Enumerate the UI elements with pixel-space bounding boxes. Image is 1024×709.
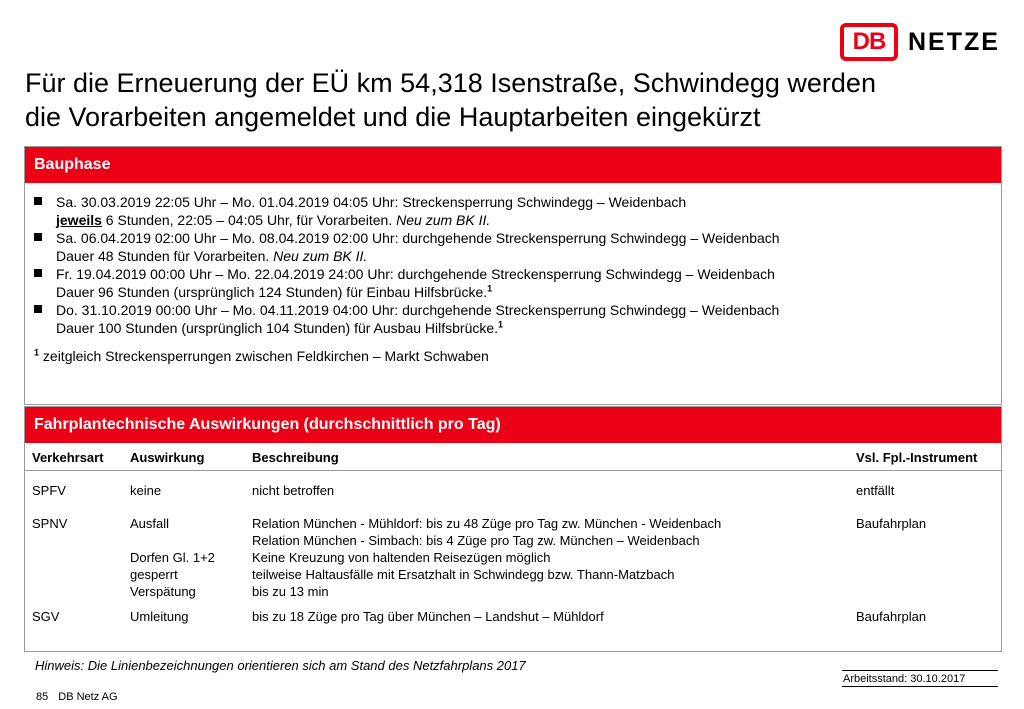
- footnote: $^1$ zeitgleich Streckensperrungen zwischen Feldkirchen – Markt Schwaben: [34, 347, 489, 364]
- header-instrument: Vsl. Fpl.-Instrument: [856, 450, 978, 465]
- footer-company: DB Netz AG: [58, 691, 118, 703]
- list-item: Sa. 06.04.2019 02:00 Uhr – Mo. 08.04.2019 02:00 Uhr: durchgehende Streckensperrung Schwindegg – Weidenbach Dauer 48 Stunden für Vorarbeiten. Neu zum BK II.: [34, 229, 1001, 265]
- table-row: SPNV Ausfall Relation München - Mühldorf: bis zu 48 Züge pro Tag zw. München - Weidenbach Baufahrplan Relation München - Simbach: bis 4 Züge pro Tag zw. München – Weidenbach Dorfen Gl. 1+2 Keine Kreuzung von haltenden Reisezügen möglich gesperrt teilweise Haltausfälle mit Ersatzhalt in Schwindegg bzw. Thann-Matzbach Verspätung bis zu 13 min: [32, 516, 927, 599]
- bullet-square-icon: [34, 305, 42, 313]
- page-title: [25, 66, 1015, 134]
- list-item: Do. 31.10.2019 00:00 Uhr – Mo. 04.11.2019 04:00 Uhr: durchgehende Streckensperrung Schwindegg – Weidenbach Dauer 100 Stunden (ursprünglich 104 Stunden) für Ausbau Hilfsbrücke.$^1$: [34, 301, 1001, 337]
- fahrplan-heading: Fahrplantechnische Auswirkungen (durchschnittlich pro Tag): [25, 407, 1001, 443]
- table-row: SGV Umleitung bis zu 18 Züge pro Tag über München – Landshut – Mühldorf Baufahrplan: [32, 609, 927, 624]
- bauphase-heading: Bauphase: [25, 147, 1001, 183]
- db-netze-logo: [840, 22, 1000, 62]
- header-beschreibung: Beschreibung: [252, 450, 339, 465]
- header-verkehrsart: Verkehrsart: [32, 450, 104, 465]
- bullet-square-icon: [34, 197, 42, 205]
- title-line-1: Für die Erneuerung der EÜ km 54,318 Isenstraße, Schwindegg werden: [25, 68, 876, 98]
- list-item: Fr. 19.04.2019 00:00 Uhr – Mo. 22.04.2019 24:00 Uhr: durchgehende Streckensperrung Schwindegg – Weidenbach Dauer 96 Stunden (ursprünglich 124 Stunden) für Einbau Hilfsbrücke.$^1$: [34, 265, 1001, 301]
- table-header: [25, 443, 1001, 471]
- hinweis-note: Hinweis: Die Linienbezeichnungen orientieren sich am Stand des Netzfahrplans 2017: [35, 658, 526, 673]
- bullet-square-icon: [34, 269, 42, 277]
- title-line-2: die Vorarbeiten angemeldet und die Hauptarbeiten eingekürzt: [25, 102, 761, 132]
- table-row: SPFV keine nicht betroffen entfällt: [32, 483, 895, 498]
- page-number: 85: [36, 691, 49, 703]
- db-logo-icon: DB: [840, 23, 898, 61]
- bullet-square-icon: [34, 233, 42, 241]
- list-item: Sa. 30.03.2019 22:05 Uhr – Mo. 01.04.2019 04:05 Uhr: Streckensperrung Schwindegg – Weidenbach jeweils 6 Stunden, 22:05 – 04:05 Uhr, für Vorarbeiten. Neu zum BK II.: [34, 193, 1001, 229]
- bauphase-panel: [24, 146, 1002, 405]
- arbeitsstand-date: Arbeitsstand: 30.10.2017: [842, 670, 998, 687]
- bauphase-list: [25, 183, 1001, 337]
- netze-wordmark: NETZE: [908, 27, 1000, 56]
- header-auswirkung: Auswirkung: [130, 450, 205, 465]
- footer: [36, 691, 128, 703]
- fahrplan-panel: [24, 406, 1002, 652]
